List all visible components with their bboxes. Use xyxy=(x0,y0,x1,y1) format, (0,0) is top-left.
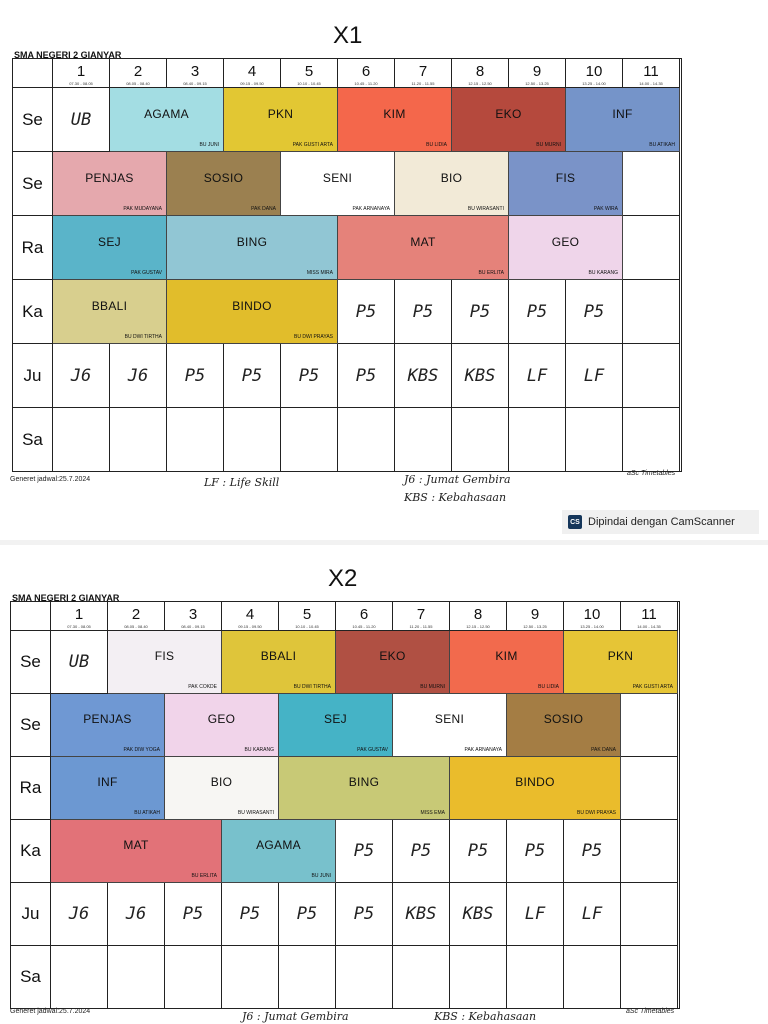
period-time: 12.50 - 13.25 xyxy=(523,624,547,629)
handwritten-entry: P5 xyxy=(336,883,393,946)
subject-block xyxy=(452,88,566,152)
timetable-cell xyxy=(509,408,566,472)
subject-block xyxy=(222,631,336,694)
period-header xyxy=(167,59,224,88)
timetable-cell xyxy=(167,408,224,472)
period-time: 10.10 - 10.45 xyxy=(297,81,321,86)
subject-name: BING xyxy=(348,775,380,789)
period-header xyxy=(393,602,450,631)
handwritten-entry: P5 xyxy=(566,280,623,344)
teacher-name: BU WIRASANTI xyxy=(467,206,504,212)
period-number: 11 xyxy=(641,606,657,623)
period-time: 12.15 - 12.50 xyxy=(466,624,490,629)
period-header xyxy=(509,59,566,88)
period-header xyxy=(165,602,222,631)
period-number: 3 xyxy=(188,606,198,623)
period-time: 14.00 - 14.35 xyxy=(637,624,661,629)
school-name: SMA NEGERI 2 GIANYAR xyxy=(14,50,122,60)
handwritten-entry: P5 xyxy=(165,883,222,946)
camscanner-icon: CS xyxy=(568,515,582,529)
period-header xyxy=(564,602,621,631)
period-header xyxy=(395,59,452,88)
period-number: 8 xyxy=(475,63,485,80)
subject-name: GEO xyxy=(207,712,236,726)
handwritten-entry: P5 xyxy=(279,883,336,946)
subject-block xyxy=(450,757,621,820)
handwritten-entry: P5 xyxy=(564,820,621,883)
subject-block xyxy=(110,88,224,152)
subject-block xyxy=(566,88,680,152)
day-label: Ju xyxy=(11,883,51,946)
teacher-name: BU DWI TIRTHA xyxy=(124,334,162,340)
subject-name: BING xyxy=(236,234,268,249)
handwritten-entry: LF xyxy=(509,344,566,408)
timetable-cell xyxy=(623,408,680,472)
teacher-name: PAK WIRA xyxy=(593,206,618,212)
period-header xyxy=(53,59,110,88)
subject-name: AGAMA xyxy=(144,106,189,121)
teacher-name: MISS MIRA xyxy=(306,270,333,276)
timetable-cell xyxy=(279,946,336,1009)
period-time: 10.10 - 10.45 xyxy=(295,624,319,629)
period-number: 6 xyxy=(359,606,369,623)
teacher-name: BU LIDIA xyxy=(538,684,559,690)
period-time: 13.25 - 14.00 xyxy=(580,624,604,629)
subject-name: SEJ xyxy=(324,712,347,726)
subject-block xyxy=(165,757,279,820)
period-time: 12.15 - 12.50 xyxy=(468,81,492,86)
period-header xyxy=(450,602,507,631)
period-header xyxy=(222,602,279,631)
timetable-cell xyxy=(623,280,680,344)
class-title: X1 xyxy=(333,22,363,49)
handwritten-entry: KBS xyxy=(450,883,507,946)
timetable-cell xyxy=(393,946,450,1009)
timetable-cell xyxy=(53,408,110,472)
period-header xyxy=(110,59,167,88)
period-number: 6 xyxy=(361,63,371,80)
note-legend: J6 : Jumat Gembira xyxy=(242,1010,349,1023)
subject-block xyxy=(53,280,167,344)
period-number: 4 xyxy=(247,63,257,80)
period-number: 10 xyxy=(583,606,601,623)
school-name: SMA NEGERI 2 GIANYAR xyxy=(12,593,120,603)
period-number: 2 xyxy=(131,606,141,623)
timetable-cell xyxy=(621,694,678,757)
handwritten-entry: J6 xyxy=(51,883,108,946)
handwritten-entry: P5 xyxy=(509,280,566,344)
timetable-cell xyxy=(450,946,507,1009)
handwritten-entry: P5 xyxy=(452,280,509,344)
handwritten-entry: P5 xyxy=(338,280,395,344)
period-time: 09.15 - 09.50 xyxy=(238,624,262,629)
period-number: 1 xyxy=(76,63,86,80)
period-number: 11 xyxy=(643,63,659,80)
timetable-cell xyxy=(452,408,509,472)
subject-block xyxy=(336,631,450,694)
subject-block xyxy=(167,280,338,344)
subject-name: FIS xyxy=(154,649,175,663)
subject-block xyxy=(338,216,509,280)
timetable-grid xyxy=(10,601,680,1009)
handwritten-entry: UB xyxy=(51,631,108,694)
handwritten-entry: J6 xyxy=(108,883,165,946)
teacher-name: PAK DIW YOGA xyxy=(123,747,160,753)
teacher-name: BU DWI PRAYAS xyxy=(294,334,333,340)
subject-name: INF xyxy=(97,775,118,789)
teacher-name: PAK DANA xyxy=(591,747,616,753)
subject-block xyxy=(338,88,452,152)
timetable-cell xyxy=(621,883,678,946)
handwritten-entry: P5 xyxy=(224,344,281,408)
day-label: Sa xyxy=(11,946,51,1009)
timetable-cell xyxy=(110,408,167,472)
subject-name: PKN xyxy=(267,106,294,121)
teacher-name: PAK GUSTAV xyxy=(357,747,388,753)
day-label: Se xyxy=(11,631,51,694)
handwritten-entry: KBS xyxy=(452,344,509,408)
teacher-name: PAK GUSTI ARTA xyxy=(292,142,333,148)
period-header xyxy=(281,59,338,88)
subject-block xyxy=(53,216,167,280)
handwritten-entry: P5 xyxy=(338,344,395,408)
timetable-grid xyxy=(12,58,682,472)
teacher-name: BU ERLITA xyxy=(191,873,217,879)
subject-name: BINDO xyxy=(232,298,272,313)
teacher-name: BU KARANG xyxy=(588,270,618,276)
subject-block xyxy=(165,694,279,757)
period-header xyxy=(566,59,623,88)
period-number: 4 xyxy=(245,606,255,623)
subject-block xyxy=(507,694,621,757)
timetable-cell xyxy=(564,946,621,1009)
subject-name: EKO xyxy=(495,106,522,121)
timetable-cell xyxy=(281,408,338,472)
note-legend: J6 : Jumat Gembira xyxy=(404,473,511,486)
period-time: 07.30 - 08.05 xyxy=(67,624,91,629)
day-label: Ju xyxy=(13,344,53,408)
handwritten-entry: LF xyxy=(566,344,623,408)
teacher-name: BU DWI PRAYAS xyxy=(577,810,616,816)
timetable-cell xyxy=(108,946,165,1009)
timetable-cell xyxy=(623,344,680,408)
timetable-cell xyxy=(395,408,452,472)
subject-block xyxy=(279,757,450,820)
grid-corner xyxy=(11,602,51,631)
subject-name: KIM xyxy=(495,649,518,663)
subject-name: INF xyxy=(612,106,633,121)
subject-name: MAT xyxy=(410,234,436,249)
period-header xyxy=(108,602,165,631)
camscanner-badge xyxy=(562,510,759,534)
period-time: 08.40 - 09.15 xyxy=(181,624,205,629)
period-header xyxy=(507,602,564,631)
subject-block xyxy=(281,152,395,216)
timetable-cell xyxy=(621,946,678,1009)
subject-name: BBALI xyxy=(260,649,297,663)
day-label: Ra xyxy=(13,216,53,280)
teacher-name: PAK GUSTI ARTA xyxy=(632,684,673,690)
subject-block xyxy=(167,152,281,216)
camscanner-label: Dipindai dengan CamScanner xyxy=(588,516,735,528)
subject-name: SOSIO xyxy=(203,170,244,185)
handwritten-entry: UB xyxy=(53,88,110,152)
period-number: 8 xyxy=(473,606,483,623)
subject-block xyxy=(108,631,222,694)
period-header xyxy=(224,59,281,88)
teacher-name: BU WIRASANTI xyxy=(237,810,274,816)
teacher-name: BU ATIKAH xyxy=(649,142,675,148)
period-header xyxy=(338,59,395,88)
handwritten-entry: P5 xyxy=(395,280,452,344)
timetable-cell xyxy=(623,152,680,216)
subject-block xyxy=(509,152,623,216)
timetable-cell xyxy=(338,408,395,472)
subject-name: FIS xyxy=(555,170,576,185)
teacher-name: BU JUNI xyxy=(199,142,219,148)
subject-block xyxy=(51,820,222,883)
period-number: 10 xyxy=(585,63,603,80)
period-header xyxy=(279,602,336,631)
timetable-cell xyxy=(621,820,678,883)
teacher-name: BU ERLITA xyxy=(478,270,504,276)
handwritten-entry: KBS xyxy=(393,883,450,946)
period-number: 9 xyxy=(530,606,540,623)
subject-block xyxy=(393,694,507,757)
period-header xyxy=(51,602,108,631)
day-label: Sa xyxy=(13,408,53,472)
handwritten-entry: J6 xyxy=(53,344,110,408)
day-label: Ra xyxy=(11,757,51,820)
day-label: Ka xyxy=(11,820,51,883)
period-time: 11.20 - 11.55 xyxy=(409,624,433,629)
generated-date: Generet jadwal:25.7.2024 xyxy=(10,476,91,483)
period-time: 11.20 - 11.55 xyxy=(411,81,435,86)
period-time: 13.25 - 14.00 xyxy=(582,81,606,86)
teacher-name: BU JUNI xyxy=(311,873,331,879)
period-header xyxy=(623,59,680,88)
timetable-cell xyxy=(623,216,680,280)
teacher-name: PAK COKDE xyxy=(188,684,217,690)
subject-name: BIO xyxy=(440,170,463,185)
period-time: 09.15 - 09.50 xyxy=(240,81,264,86)
handwritten-entry: P5 xyxy=(281,344,338,408)
handwritten-entry: P5 xyxy=(393,820,450,883)
note-legend: LF : Life Skill xyxy=(204,476,280,489)
subject-block xyxy=(51,757,165,820)
period-header xyxy=(336,602,393,631)
teacher-name: BU MURNI xyxy=(536,142,561,148)
grid-corner xyxy=(13,59,53,88)
subject-block xyxy=(53,152,167,216)
subject-block xyxy=(450,631,564,694)
day-label: Ka xyxy=(13,280,53,344)
period-number: 9 xyxy=(532,63,542,80)
period-time: 10.45 - 11.20 xyxy=(354,81,378,86)
subject-block xyxy=(279,694,393,757)
teacher-name: PAK MUDAYANA xyxy=(123,206,162,212)
period-time: 07.30 - 08.05 xyxy=(69,81,93,86)
timetable-cell xyxy=(336,946,393,1009)
timetable-cell xyxy=(566,408,623,472)
brand-label: aSc Timetables xyxy=(627,470,676,477)
teacher-name: BU LIDIA xyxy=(426,142,447,148)
teacher-name: MISS EMA xyxy=(420,810,445,816)
teacher-name: PAK GUSTAV xyxy=(131,270,162,276)
day-label: Se xyxy=(13,88,53,152)
subject-name: PENJAS xyxy=(85,170,134,185)
period-number: 7 xyxy=(418,63,428,80)
teacher-name: PAK ARNANAYA xyxy=(464,747,502,753)
handwritten-entry: LF xyxy=(507,883,564,946)
timetable-cell xyxy=(222,946,279,1009)
period-number: 3 xyxy=(190,63,200,80)
subject-name: BINDO xyxy=(515,775,555,789)
subject-name: SOSIO xyxy=(543,712,584,726)
subject-name: PENJAS xyxy=(83,712,132,726)
period-time: 08.05 - 08.40 xyxy=(124,624,148,629)
period-number: 1 xyxy=(74,606,84,623)
note-legend: KBS : Kebahasaan xyxy=(404,491,507,504)
brand-label: aSc Timetables xyxy=(626,1008,675,1015)
period-number: 7 xyxy=(416,606,426,623)
handwritten-entry: KBS xyxy=(395,344,452,408)
subject-block xyxy=(509,216,623,280)
subject-name: BBALI xyxy=(91,298,128,313)
subject-name: EKO xyxy=(379,649,406,663)
subject-block xyxy=(222,820,336,883)
period-number: 2 xyxy=(133,63,143,80)
subject-name: AGAMA xyxy=(256,838,301,852)
teacher-name: BU DWI TIRTHA xyxy=(293,684,331,690)
handwritten-entry: P5 xyxy=(222,883,279,946)
period-time: 10.45 - 11.20 xyxy=(352,624,376,629)
period-time: 08.40 - 09.15 xyxy=(183,81,207,86)
day-label: Se xyxy=(13,152,53,216)
period-time: 12.50 - 13.25 xyxy=(525,81,549,86)
period-header xyxy=(621,602,678,631)
note-legend: KBS : Kebahasaan xyxy=(434,1010,537,1023)
timetable-cell xyxy=(224,408,281,472)
subject-name: SEJ xyxy=(98,234,121,249)
handwritten-entry: P5 xyxy=(450,820,507,883)
subject-name: PKN xyxy=(607,649,634,663)
subject-block xyxy=(224,88,338,152)
timetable-cell xyxy=(507,946,564,1009)
teacher-name: BU MURNI xyxy=(420,684,445,690)
subject-name: MAT xyxy=(123,838,149,852)
subject-name: KIM xyxy=(383,106,406,121)
teacher-name: BU KARANG xyxy=(244,747,274,753)
subject-block xyxy=(564,631,678,694)
timetable-cell xyxy=(51,946,108,1009)
subject-block xyxy=(51,694,165,757)
period-time: 14.00 - 14.35 xyxy=(639,81,663,86)
period-number: 5 xyxy=(304,63,314,80)
timetable-cell xyxy=(165,946,222,1009)
timetable-sheet-x2 xyxy=(0,545,768,1024)
subject-name: BIO xyxy=(210,775,233,789)
generated-date: Generet jadwal:25.7.2024 xyxy=(10,1008,91,1015)
subject-name: GEO xyxy=(551,234,580,249)
handwritten-entry: J6 xyxy=(110,344,167,408)
handwritten-entry: P5 xyxy=(507,820,564,883)
period-header xyxy=(452,59,509,88)
subject-block xyxy=(395,152,509,216)
subject-name: SENI xyxy=(322,170,353,185)
handwritten-entry: LF xyxy=(564,883,621,946)
handwritten-entry: P5 xyxy=(336,820,393,883)
subject-name: SENI xyxy=(434,712,465,726)
period-time: 08.05 - 08.40 xyxy=(126,81,150,86)
timetable-cell xyxy=(621,757,678,820)
class-title: X2 xyxy=(328,565,358,592)
handwritten-entry: P5 xyxy=(167,344,224,408)
subject-block xyxy=(167,216,338,280)
day-label: Se xyxy=(11,694,51,757)
teacher-name: PAK ARNANAYA xyxy=(352,206,390,212)
teacher-name: BU ATIKAH xyxy=(134,810,160,816)
teacher-name: PAK DANA xyxy=(251,206,276,212)
period-number: 5 xyxy=(302,606,312,623)
